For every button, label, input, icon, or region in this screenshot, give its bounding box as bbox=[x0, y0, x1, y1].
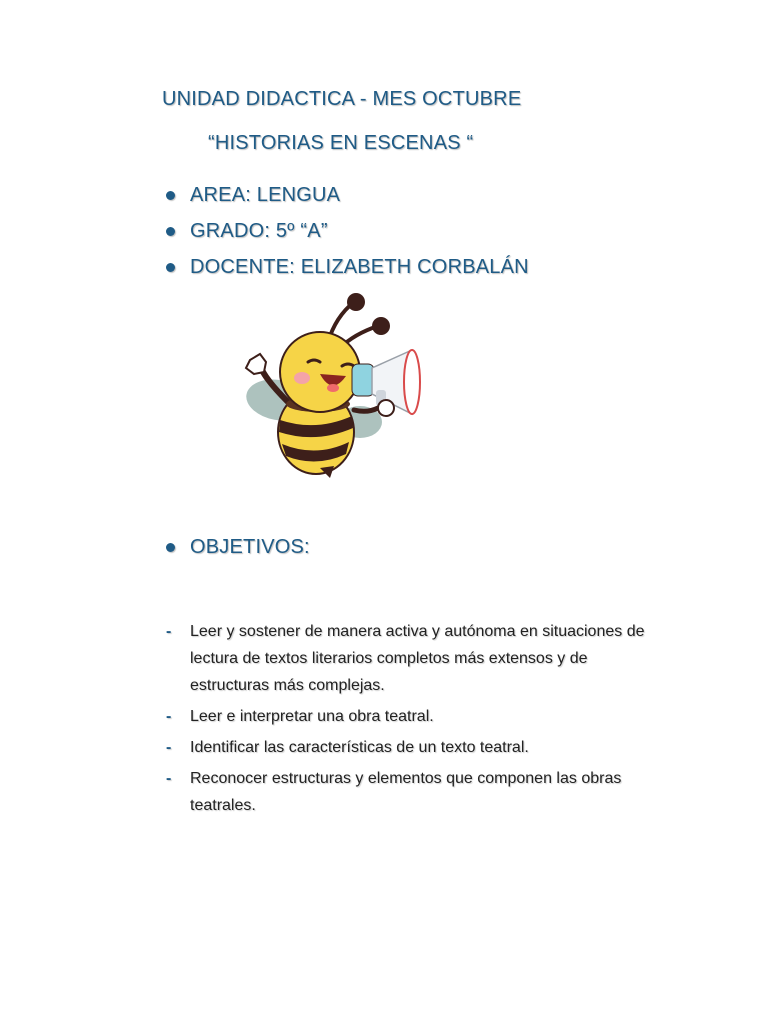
objective-text: Identificar las características de un texto teatral. bbox=[190, 739, 529, 756]
list-item bbox=[166, 618, 666, 699]
dash-marker: - bbox=[166, 708, 172, 725]
bullet-icon bbox=[166, 543, 175, 552]
info-item-grade bbox=[166, 213, 529, 249]
objectives-heading bbox=[166, 529, 310, 565]
objective-text: Reconocer estructuras y elementos que componen las obras teatrales. bbox=[190, 770, 622, 814]
document-subtitle: “HISTORIAS EN ESCENAS “ bbox=[208, 132, 474, 154]
bullet-icon bbox=[166, 191, 175, 200]
objectives-list bbox=[166, 618, 666, 823]
objective-text: Leer y sostener de manera activa y autónoma en situaciones de lectura de textos literarios completos más extensos y de estructuras más complejas. bbox=[190, 623, 645, 694]
dash-marker: - bbox=[166, 739, 172, 756]
objectives-heading-label: OBJETIVOS: bbox=[190, 535, 310, 558]
objective-text: Leer e interpretar una obra teatral. bbox=[190, 708, 434, 725]
bullet-icon bbox=[166, 227, 175, 236]
list-item bbox=[166, 703, 666, 730]
list-item bbox=[166, 765, 666, 819]
dash-marker: - bbox=[166, 770, 172, 787]
info-item-label: DOCENTE: ELIZABETH CORBALÁN bbox=[190, 255, 529, 278]
info-item-label: AREA: LENGUA bbox=[190, 183, 341, 206]
bee-with-megaphone-icon bbox=[236, 292, 446, 482]
bullet-icon bbox=[166, 263, 175, 272]
list-item bbox=[166, 734, 666, 761]
info-list bbox=[166, 177, 529, 285]
info-item-area bbox=[166, 177, 529, 213]
info-item-label: GRADO: 5º “A” bbox=[190, 219, 328, 242]
dash-marker: - bbox=[166, 623, 172, 640]
document-title: UNIDAD DIDACTICA - MES OCTUBRE bbox=[162, 88, 522, 110]
info-item-teacher bbox=[166, 249, 529, 285]
